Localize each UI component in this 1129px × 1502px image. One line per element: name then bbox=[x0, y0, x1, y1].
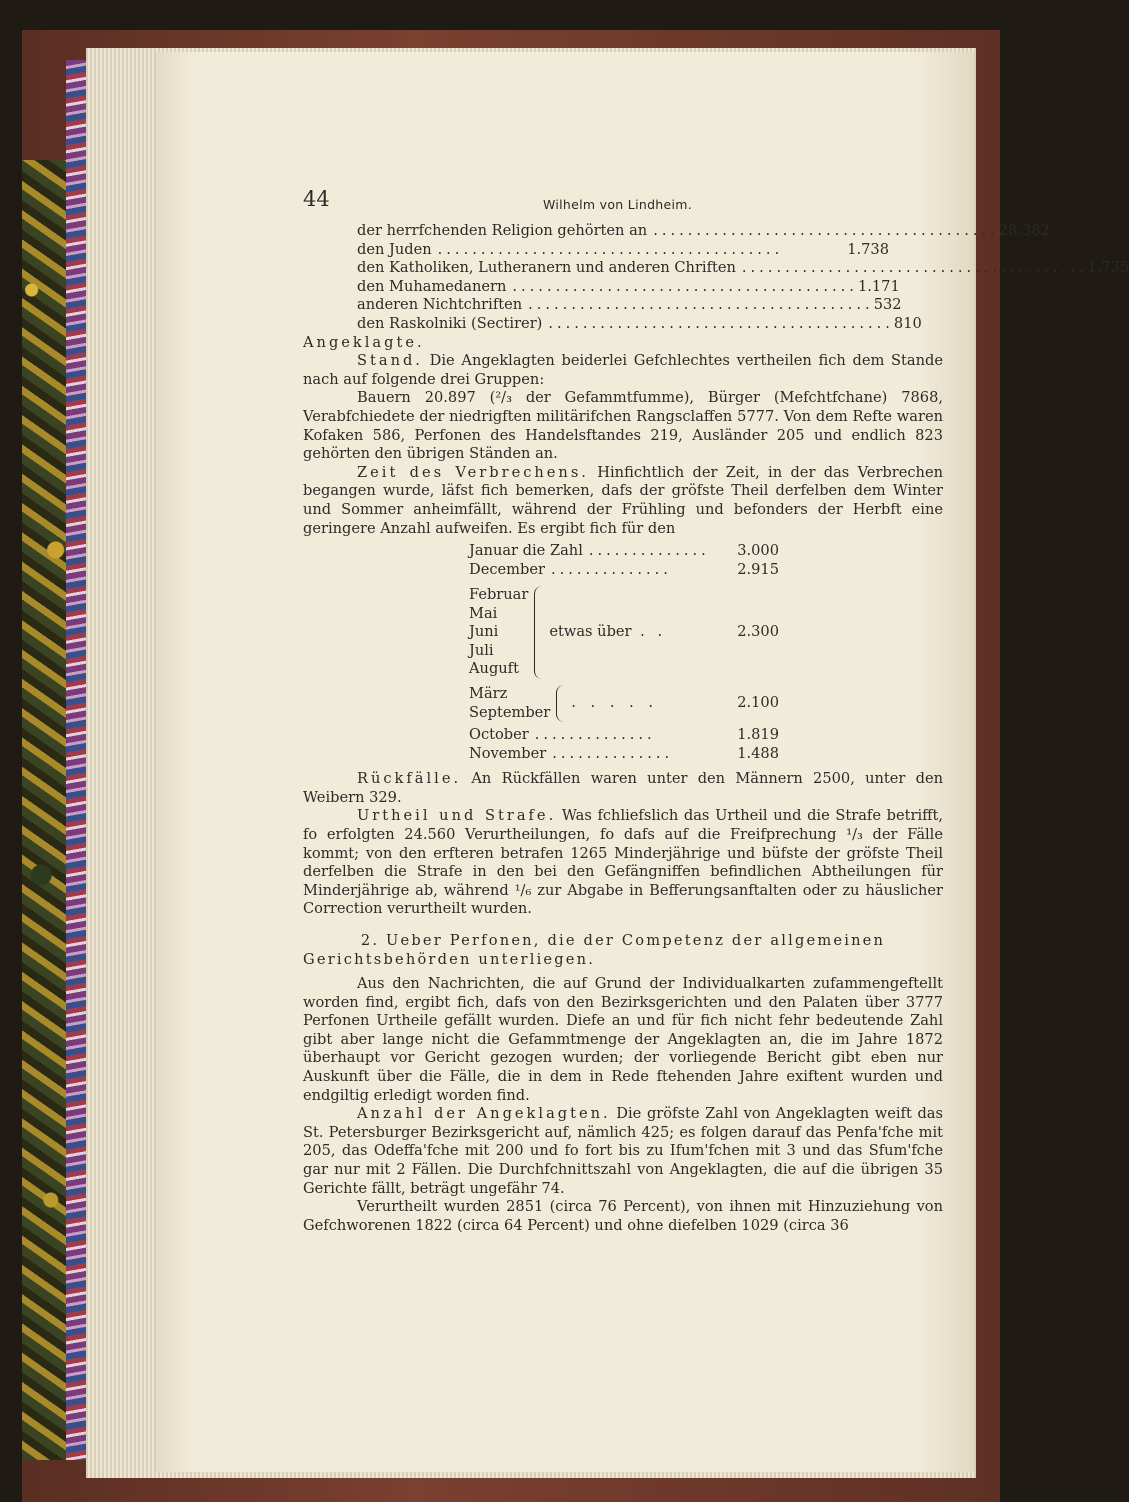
leader-dots: .............. bbox=[534, 726, 656, 744]
leader-dots: ........................................ bbox=[741, 259, 1088, 277]
paragraph-text: Was fchliefslich das Urtheil und die Strafe betrifft, fo erfolgten 24.560 Verurtheilungen, fo dafs auf die Freifprechung ¹/₃ der Fälle kommt; von den erfteren betrafen 1265 Minderjährige und büfste der gröfste Theil derfelben die Strafe in den bei den Gefängniffen befindlichen Abtheilungen für Minderjährige ab, während ¹/₆ zur Abgabe in Befferungsanftalten oder zu häuslicher Correction verurtheilt wurden. bbox=[303, 807, 943, 918]
row-label: der herrfchenden Religion gehörten an bbox=[357, 222, 648, 239]
table-row bbox=[357, 259, 1129, 278]
month-value: 2.100 bbox=[737, 694, 779, 712]
leader-dots: ........................................ bbox=[512, 277, 858, 295]
month-row bbox=[469, 726, 779, 745]
month-label: März bbox=[469, 685, 508, 703]
group-months bbox=[469, 685, 550, 722]
group-note bbox=[549, 623, 723, 642]
row-value: 1.735 bbox=[1087, 259, 1129, 277]
page-header bbox=[303, 186, 943, 222]
paragraph-rueckfaelle bbox=[303, 770, 943, 807]
month-label: October bbox=[469, 726, 529, 744]
month-label: November bbox=[469, 745, 547, 763]
month-group-1 bbox=[469, 586, 779, 679]
month-label: Januar die Zahl bbox=[469, 542, 583, 560]
row-label: den Muhamedanern bbox=[357, 277, 507, 295]
leader-dots: . . bbox=[631, 623, 667, 641]
page-number: 44 bbox=[303, 187, 330, 211]
months-table bbox=[469, 542, 779, 764]
table-row bbox=[357, 296, 902, 315]
leader-dots: .............. bbox=[550, 561, 672, 579]
table-row bbox=[357, 222, 1050, 241]
table-row bbox=[357, 241, 889, 260]
month-group-2 bbox=[469, 685, 779, 722]
paragraph-text: An Rückfällen waren unter den Männern 2500, unter den Weibern 329. bbox=[303, 770, 943, 806]
paragraph-verurtheilt: Verurtheilt wurden 2851 (circa 76 Percent), von ihnen mit Hinzuziehung von Gefchworenen 1822 (circa 64 Percent) und ohne diefelben 1029 (circa 36 bbox=[303, 1198, 943, 1234]
month-label: Juli bbox=[469, 641, 494, 659]
month-label: September bbox=[469, 703, 551, 721]
month-label: Auguft bbox=[469, 660, 519, 678]
month-value: 3.000 bbox=[737, 542, 779, 560]
month-label: December bbox=[469, 561, 545, 579]
paragraph-nachrichten: Aus den Nachrichten, die auf Grund der Individualkarten zufammengeftellt worden find, ergibt fich, dafs von den Bezirksgerichten und den Palaten über 3777 Perfonen Urtheile gefällt wurden. Diefe an und für fich nicht fehr bedeutende Zahl gibt aber lange nicht die Gefammtmenge der Angeklagten an, die im Jahre 1872 überhaupt vor Gericht gezogen wurden; der vorliegende Bericht gibt eben nur Auskunft über die Fälle, die in dem in Rede ftehenden Jahre exiftent wurden und endgiltig erledigt worden find. bbox=[303, 975, 943, 1104]
section-title: 2. Ueber Perfonen, die der Competenz der allgemeinen Gerichtsbehörden unterliegen. bbox=[303, 932, 886, 968]
group-note-text: etwas über bbox=[549, 623, 632, 641]
marbled-edge bbox=[66, 60, 86, 1460]
table-row bbox=[357, 314, 922, 334]
paragraph-anzahl bbox=[303, 1105, 943, 1198]
row-value: 810 bbox=[893, 314, 922, 332]
month-value: 2.915 bbox=[737, 561, 779, 579]
page-content bbox=[303, 186, 1129, 1235]
marbled-endpaper bbox=[22, 160, 70, 1460]
leader-dots: .............. bbox=[588, 542, 710, 560]
paragraph-text: Hinfichtlich der Zeit, in der das Verbrechen begangen wurde, läfst fich bemerken, dafs der gröfste Theil derfelben dem Winter und Sommer anheimfällt, während der Frühling und befonders der Herbft eine geringere Anzahl aufweifen. Es ergibt fich für den bbox=[303, 463, 943, 537]
month-row bbox=[469, 542, 779, 561]
paragraph-text: Die gröfste Zahl von Angeklagten weift das St. Petersburger Bezirksgericht auf, nämlich 425; es folgen darauf das Penfa'fche mit 205, das Odeffa'fche mit 200 und fo fort bis zu Ifum'fchen mit 3 und das Sfum'fche gar nur mit 2 Fällen. Die Durchfchnittszahl von Angeklagten, die auf die übrigen 35 Gerichte fällt, beträgt ungefähr 74. bbox=[303, 1105, 943, 1197]
row-label: den Raskolniki (Sectirer) bbox=[357, 314, 543, 332]
religion-table bbox=[357, 222, 1129, 334]
month-label: Juni bbox=[469, 623, 499, 641]
paragraph-text: Die Angeklagten beiderlei Gefchlechtes vertheilen fich dem Stande nach auf folgende drei Gruppen: bbox=[303, 352, 943, 388]
month-label: Februar bbox=[469, 586, 529, 604]
leader-dots: ........................................ bbox=[653, 222, 999, 239]
running-head: Wilhelm von Lindheim. bbox=[543, 197, 693, 212]
group-months bbox=[469, 586, 528, 679]
paragraph-head: Urtheil und Strafe. bbox=[357, 807, 557, 825]
row-value: 532 bbox=[873, 296, 902, 314]
month-row bbox=[469, 561, 779, 580]
month-row bbox=[469, 745, 779, 764]
paragraph-bauern: Bauern 20.897 (²/₃ der Gefammtfumme), Bürger (Mefchtfchane) 7868, Verabfchiedete der niedrigften militärifchen Rangsclaffen 5777. Von dem Refte waren Kofaken 586, Perfonen des Handelsftandes 219, Ausländer 205 und endlich 823 gehörten den übrigen Ständen an. bbox=[303, 389, 943, 463]
paragraph-head: Stand. bbox=[357, 352, 423, 370]
leader-dots: . . . . . bbox=[571, 694, 659, 712]
paragraph-zeit bbox=[303, 464, 943, 538]
paragraph-head: Rückfälle. bbox=[357, 770, 462, 788]
leader-dots: ........................................ bbox=[437, 240, 784, 258]
brace bbox=[556, 685, 567, 722]
leader-dots: .............. bbox=[552, 745, 674, 763]
month-value: 1.819 bbox=[737, 726, 779, 744]
table-row bbox=[357, 277, 900, 297]
label-angeklagte: Angeklagte. bbox=[303, 333, 425, 351]
paragraph-head: Zeit des Verbrechens. bbox=[357, 463, 589, 481]
row-label: anderen Nichtchriften bbox=[357, 296, 523, 314]
month-value: 2.300 bbox=[737, 623, 779, 641]
month-value: 1.488 bbox=[737, 745, 779, 763]
row-value: 1.738 bbox=[847, 240, 889, 258]
leader-dots: ........................................ bbox=[548, 314, 894, 332]
paragraph-head: Anzahl der Angeklagten. bbox=[357, 1105, 611, 1123]
brace bbox=[534, 586, 545, 679]
paragraph-stand bbox=[303, 352, 943, 389]
paragraph-urtheil bbox=[303, 807, 943, 919]
row-value: 28.382 bbox=[998, 222, 1050, 239]
row-value: 1.171 bbox=[857, 277, 900, 295]
month-label: Mai bbox=[469, 604, 498, 622]
row-label: den Katholiken, Lutheranern und anderen Chriften bbox=[357, 259, 736, 277]
leader-dots: ........................................ bbox=[528, 296, 874, 314]
row-label: den Juden bbox=[357, 240, 432, 258]
